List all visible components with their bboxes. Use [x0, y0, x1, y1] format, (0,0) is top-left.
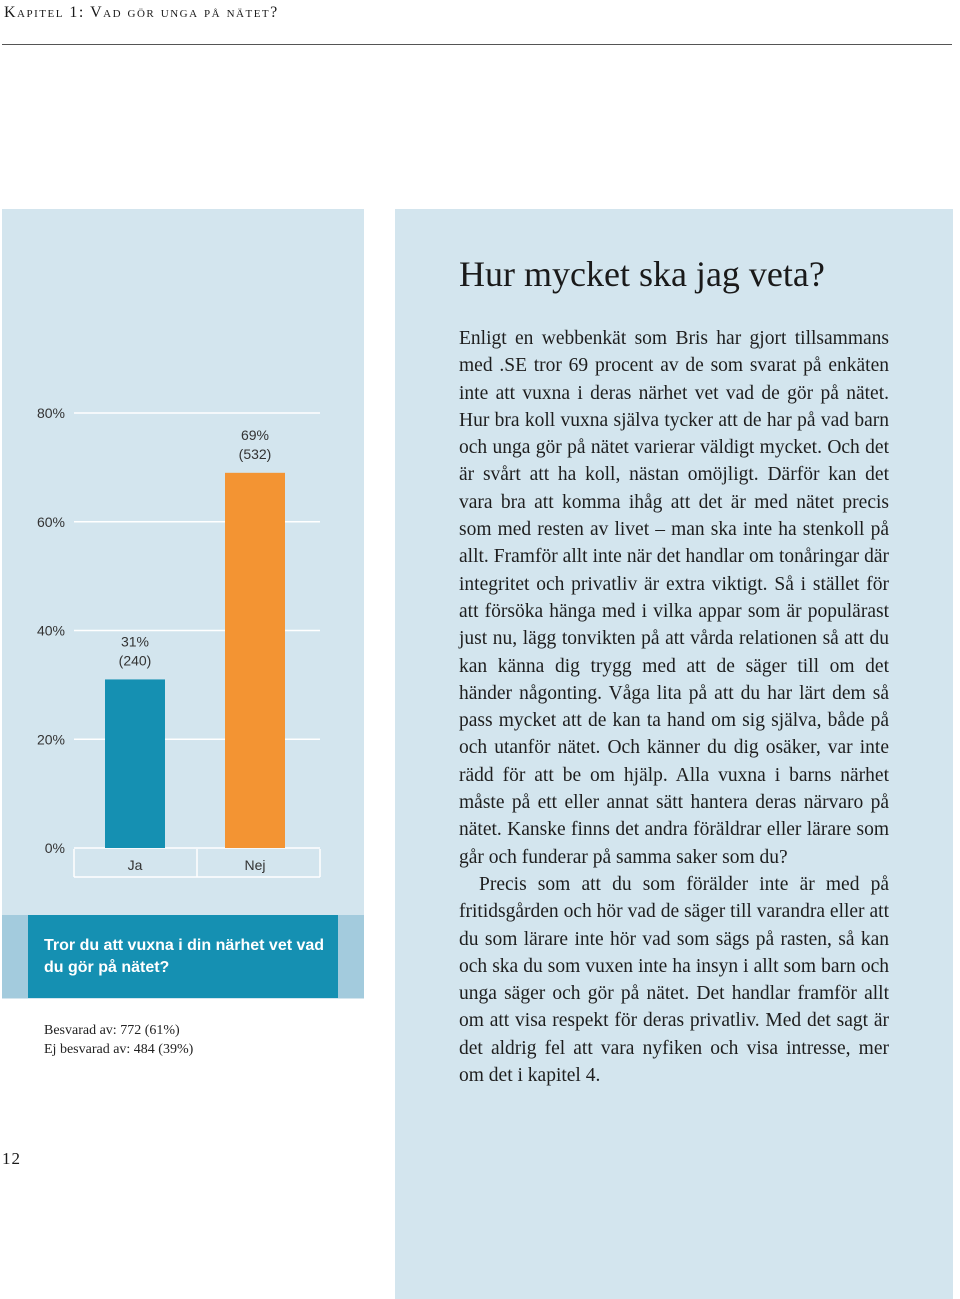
y-tick-label: 40% — [36, 622, 65, 639]
unanswered-count: Ej besvarad av: 484 (39%) — [44, 1042, 194, 1057]
chapter-title: Kapitel 1: Vad gör unga på nätet? — [4, 4, 279, 21]
bar-value-label: 69% — [240, 426, 270, 443]
article-paragraph: Precis som att du som förälder inte är med på fritidsgården och hör vad de säger till varandra eller att du som lärare inte hör vad som sägs på rasten, så kan och ska du som vuxen inte ha insyn i allt som barn och unga säger och gör på nätet. Det handlar framför allt om att visa respekt för deras privatliv. Med det sagt är det aldrig fel att vara nyfiken och visa intresse, mer om det i kapitel 4. — [459, 873, 889, 1087]
category-label: Ja — [127, 857, 143, 873]
chapter-header — [2, 0, 952, 45]
bar-ja — [105, 679, 165, 848]
bar-count-label: (240) — [118, 652, 152, 669]
chart-panel — [2, 209, 364, 999]
y-tick-label: 20% — [36, 731, 65, 748]
article-title: Hur mycket ska jag veta? — [459, 254, 825, 294]
bar-count-label: (532) — [238, 445, 272, 462]
caption-text: Tror du att vuxna i din närhet vet vad du gör på nätet? — [44, 937, 325, 976]
answered-count: Besvarad av: 772 (61%) — [44, 1023, 180, 1038]
bar-chart — [2, 209, 364, 909]
article-panel — [395, 209, 953, 1299]
y-tick-label: 60% — [36, 513, 65, 530]
article-paragraph: Enligt en webbenkät som Bris har gjort tillsammans med .SE tror 69 procent av de som svarat på enkäten inte att vuxna i deras närhet vet vad de gör på nätet. Hur bra koll vuxna själva tycker att de har på vad barn och unga gör på nätet varierar väldigt mycket. Och det är svårt att ha koll, nästan omöjligt. Därför kan det vara bra att komma ihåg att det är med nätet precis som med resten av livet – man ska inte ha stenkoll på allt. Framför allt inte när det handlar om tonåringar där integritet och privatliv är extra viktigt. Så i stället för att försöka hänga med i vilka appar som är populärast just nu, lägg tonvikten på att vårda relationen så att du kan känna dig trygg med att de säger till om det händer någonting. Våga lita på att du har lärt dem så pass mycket att de kan ta hand om sig själva, både på och utanför nätet. Och känner du dig osäker, var inte rädd för att be om hjälp. Alla vuxna i barns närhet måste på ett eller annat sätt hantera deras närvaro på nätet. Kanske finns det andra föräldrar eller lärare som går och funderar på samma saker som du? — [459, 328, 889, 868]
bar-nej — [225, 473, 285, 848]
bar-value-label: 31% — [120, 633, 150, 650]
caption-side-right — [338, 915, 364, 998]
answer-stats — [44, 1021, 193, 1059]
y-tick-label: 80% — [36, 405, 65, 421]
category-label: Nej — [244, 857, 266, 873]
article-body — [459, 325, 889, 1089]
y-tick-label: 0% — [44, 840, 65, 856]
chart-caption — [28, 915, 338, 998]
caption-side-left — [2, 915, 28, 998]
page-number: 12 — [2, 1149, 21, 1168]
